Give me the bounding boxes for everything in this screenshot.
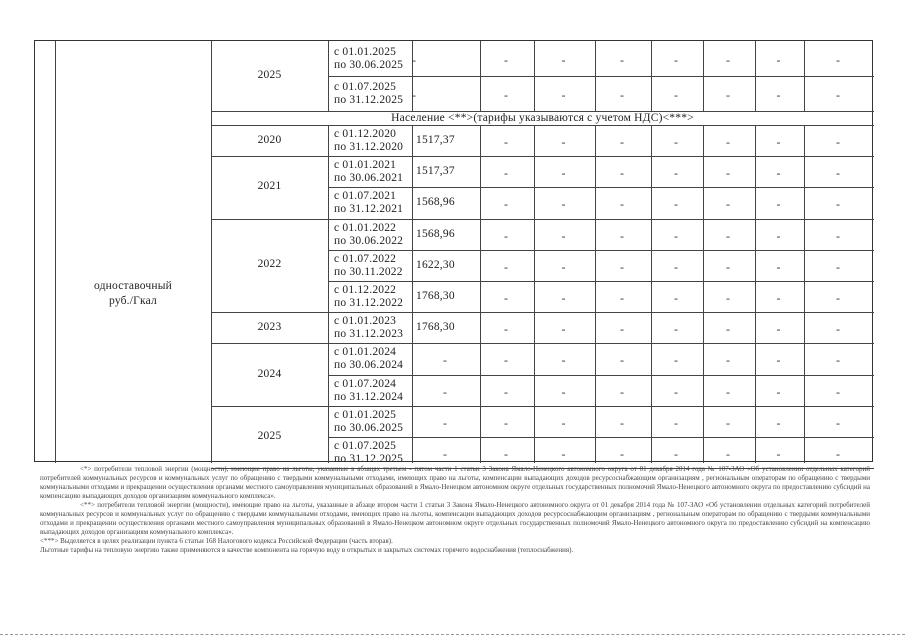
dash-cell: - [561,135,566,149]
page-edge-line [0,634,905,635]
period-to: по 31.12.2021 [334,203,404,216]
col-divider [804,125,805,463]
dash-cell: - [504,447,508,461]
dash-cell: - [776,53,781,67]
period-from: с 01.01.2023 [334,315,397,328]
dash-cell: - [620,88,624,102]
dash-cell: - [504,415,508,430]
dash-cell: - [674,447,678,461]
tariff-value: 1517,37 [416,134,455,146]
period-from: с 01.07.2021 [334,190,397,203]
dash-cell: - [776,322,781,337]
dash-cell: - [561,322,566,337]
footnotes [40,465,870,555]
dash-cell: - [561,447,566,461]
dash-cell: - [674,353,678,368]
year-label: 2025 [257,69,282,81]
dash-cell: - [836,415,840,430]
period-to: по 30.06.2022 [334,234,404,247]
footnote-3: <***> Выделяется в целях реализации пункта 6 статьи 168 Налогового кодекса Российской Федерации (часть вторая). [40,537,393,545]
period-to: по 30.06.2024 [334,359,404,372]
col-divider [534,125,535,463]
period-to: по 30.06.2025 [334,59,404,71]
row-divider [328,281,874,282]
dash-cell: - [776,88,781,102]
dash-cell: - [620,197,624,212]
col-divider [211,41,212,463]
dash-cell: - [561,259,566,274]
dash-cell: - [674,259,678,274]
dash-cell: - [726,88,730,102]
dash-cell: - [620,228,624,243]
period-from: с 01.01.2025 [334,46,397,58]
dash-cell: - [836,384,840,399]
dash-cell: - [504,135,508,149]
dash-cell: - [443,447,447,461]
year-label: 2022 [257,258,282,271]
dash-cell: - [674,53,678,67]
dash-cell: - [620,166,624,181]
row-divider [328,76,874,77]
dash-cell: - [726,322,730,337]
row-divider [211,312,874,313]
dash-cell: - [620,384,624,399]
dash-cell: - [836,291,840,305]
dash-cell: - [726,53,730,67]
dash-cell: - [504,53,508,67]
col-divider [55,41,56,463]
dash-cell: - [674,166,678,181]
year-label: 2020 [257,133,282,146]
dash-cell: - [443,353,447,368]
tariff-value: 1768,30 [416,290,455,302]
dash-cell: - [836,259,840,274]
dash-cell: - [836,135,840,149]
row-divider [211,219,874,220]
dash-cell: - [726,135,730,149]
dash-cell: - [674,291,678,305]
dash-cell: - [674,384,678,399]
year-label: 2025 [257,430,282,442]
dash-cell: - [412,88,416,102]
dash-cell: - [620,53,624,67]
col-divider [412,125,413,463]
year-label: 2023 [257,320,282,333]
period-to: по 31.12.2025 [334,94,404,106]
period-to: по 31.12.2022 [334,297,404,309]
dash-cell: - [776,166,781,181]
dash-cell: - [836,197,840,212]
row-divider [211,125,874,126]
dash-cell: - [776,135,781,149]
col-divider [595,125,596,463]
row-divider [211,156,874,157]
col-divider [328,125,329,463]
dash-cell: - [726,259,730,274]
dash-cell: - [561,291,566,305]
tariff-value: 1568,96 [416,196,455,209]
period-to: по 31.12.2020 [334,141,404,153]
period-from: с 01.07.2024 [334,377,397,390]
period-from: с 01.01.2022 [334,221,397,234]
dash-cell: - [776,228,781,243]
row-divider [328,375,874,376]
dash-cell: - [561,384,566,399]
row-divider [328,250,874,251]
dash-cell: - [561,53,566,67]
period-to: по 31.12.2024 [334,390,404,403]
dash-cell: - [620,135,624,149]
dash-cell: - [836,228,840,243]
dash-cell: - [561,353,566,368]
dash-cell: - [504,322,508,337]
footnote-4: Льготные тарифы на тепловую энергию также применяются в качестве компонента на горячую воду в открытых и закрытых системах горячего водоснабжения (теплоснабжения). [40,546,574,554]
year-label: 2024 [257,367,282,380]
period-to: по 30.11.2022 [334,265,403,278]
footnote-2: <**> потребители тепловой энергии (мощности), имеющие право на льготы, указанные в абзаце втором части 1 статьи 3 Закона Ямало-Ненецкого автономного округа от 01 декабря 2014 года № 107-ЗАО «Об установлении отдельных категорий потребителей коммунальных ресурсов и коммунальных услуг по обращению с твердыми коммунальными отходами, имеющих право на льготы, компенсации выпадающих доходов ресурсоснабжающим организациям , региональным операторам по обращению с твердыми коммунальными отходами и прекращении осуществления органами местного самоуправления муниципальных образований в Ямало-Ненецком автономном округе отдельных государственных полномочий Ямало-Ненецкого автономного округа по предоставлению субсидий на компенсацию выпадающих доходов организациям коммунального комплекса». [40,501,870,536]
dash-cell: - [504,197,508,212]
dash-cell: - [620,353,624,368]
col-divider [651,125,652,463]
tariff-table [34,40,873,465]
period-from: с 01.01.2021 [334,159,397,172]
dash-cell: - [776,353,781,368]
period-to: по 30.06.2021 [334,172,404,185]
dash-cell: - [726,291,730,305]
dash-cell: - [674,415,678,430]
dash-cell: - [620,447,624,461]
dash-cell: - [836,53,840,67]
row-divider [328,437,874,438]
dash-cell: - [836,88,840,102]
dash-cell: - [443,415,447,430]
period-from: с 01.07.2025 [334,81,397,93]
dash-cell: - [620,415,624,430]
dash-cell: - [504,88,508,102]
dash-cell: - [776,447,781,461]
dash-cell: - [726,447,730,461]
year-label: 2021 [257,180,282,193]
period-to: по 31.12.2023 [334,328,404,341]
col-divider [755,125,756,463]
dash-cell: - [836,322,840,337]
dash-cell: - [726,228,730,243]
tariff-value: 1568,96 [416,227,455,240]
dash-cell: - [776,259,781,274]
dash-cell: - [620,259,624,274]
unit-label-2: руб./Гкал [109,295,157,307]
row-divider [211,406,874,407]
tariff-value: 1768,30 [416,321,455,334]
dash-cell: - [726,353,730,368]
dash-cell: - [836,353,840,368]
dash-cell: - [776,415,781,430]
dash-cell: - [561,415,566,430]
tariff-value: 1517,37 [416,165,455,178]
period-from: с 01.07.2025 [334,440,397,452]
period-from: с 01.01.2024 [334,346,397,359]
row-divider [211,343,874,344]
col-divider [480,125,481,463]
period-from: с 01.01.2025 [334,408,397,421]
unit-label: одноставочный [93,280,173,292]
col-divider [703,125,704,463]
dash-cell: - [674,322,678,337]
tariff-value: 1622,30 [416,258,455,271]
dash-cell: - [836,447,840,461]
dash-cell: - [776,197,781,212]
dash-cell: - [561,228,566,243]
dash-cell: - [620,291,624,305]
period-from: с 01.12.2022 [334,284,397,296]
dash-cell: - [776,291,781,305]
dash-cell: - [674,228,678,243]
dash-cell: - [443,384,447,399]
dash-cell: - [620,322,624,337]
footnote-1: <*> потребители тепловой энергии (мощности), имеющие право на льготы, указанные в абзацах третьем - пятом части 1 статьи 3 Закона Ямало-Ненецкого автономного округа от 01 декабря 2014 года № 107-ЗАО «Об установлении отдельных категорий потребителей коммунальных ресурсов и коммунальных услуг по обращению с твердыми коммунальными отходами, имеющих право на льготы, компенсации выпадающих доходов ресурсоснабжающим организациям , региональным операторам по обращению с твердыми коммунальными отходами и прекращении осуществления органами местного самоуправления муниципальных образований в Ямало-Ненецком автономном округе отдельных государственных полномочий Ямало-Ненецкого автономного округа по предоставлению субсидий на компенсацию выпадающих доходов организациям коммунального комплекса». [40,465,870,500]
dash-cell: - [726,384,730,399]
dash-cell: - [726,415,730,430]
dash-cell: - [776,384,781,399]
dash-cell: - [674,197,678,212]
dash-cell: - [561,166,566,181]
dash-cell: - [674,135,678,149]
period-to: по 30.06.2025 [334,421,404,434]
dash-cell: - [504,353,508,368]
dash-cell: - [561,197,566,212]
dash-cell: - [726,166,730,181]
dash-cell: - [504,228,508,243]
dash-cell: - [674,88,678,102]
row-divider [328,187,874,188]
dash-cell: - [504,384,508,399]
section-header: Население <**>(тарифы указываются с учетом НДС)<***> [391,112,694,124]
period-from: с 01.07.2022 [334,252,397,265]
dash-cell: - [412,53,416,67]
dash-cell: - [504,259,508,274]
period-from: с 01.12.2020 [334,128,397,140]
dash-cell: - [836,166,840,181]
period-to: по 31.12.2025 [334,453,404,465]
dash-cell: - [504,166,508,181]
dash-cell: - [504,291,508,305]
dash-cell: - [726,197,730,212]
dash-cell: - [561,88,566,102]
